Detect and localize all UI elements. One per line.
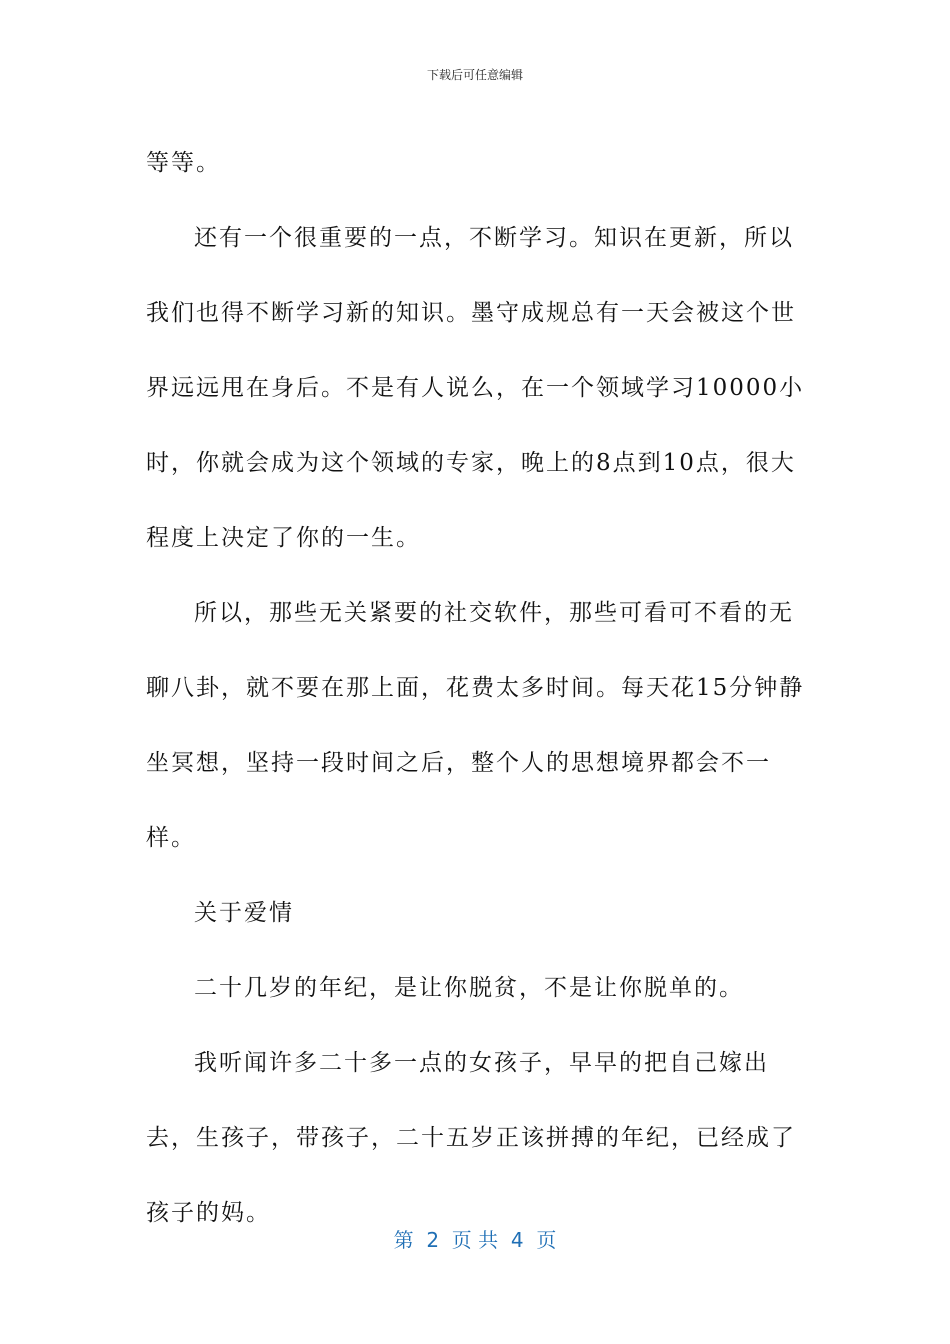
page-header: 下载后可任意编辑 <box>426 68 523 82</box>
paragraph-learning: 还有一个很重要的一点，不断学习。知识在更新，所以我们也得不断学习新的知识。墨守成规总有一天会被这个世界远远甩在身后。不是有人说么，在一个领域学习10000小时，你就会成为这个领域的专家，晚上的8点到10点，很大程度上决定了你的一生。 <box>146 225 805 551</box>
page-footer-page-number: 第 2 页 共 4 页 <box>393 1228 557 1252</box>
body-text <box>146 126 806 1251</box>
paragraph-social-apps: 所以，那些无关紧要的社交软件，那些可看可不看的无聊八卦，就不要在那上面，花费太多时间。每天花15分钟静坐冥想，坚持一段时间之后，整个人的思想境界都会不一样。 <box>146 600 805 851</box>
paragraph-continuation: 等等。 <box>146 150 221 176</box>
section-heading-love: 关于爱情 <box>194 900 294 926</box>
paragraph-marriage: 我听闻许多二十多一点的女孩子，早早的把自己嫁出去，生孩子，带孩子，二十五岁正该拼搏的年纪，已经成了孩子的妈。 <box>146 1050 796 1226</box>
paragraph-twenties: 二十几岁的年纪，是让你脱贫，不是让你脱单的。 <box>194 975 744 1001</box>
